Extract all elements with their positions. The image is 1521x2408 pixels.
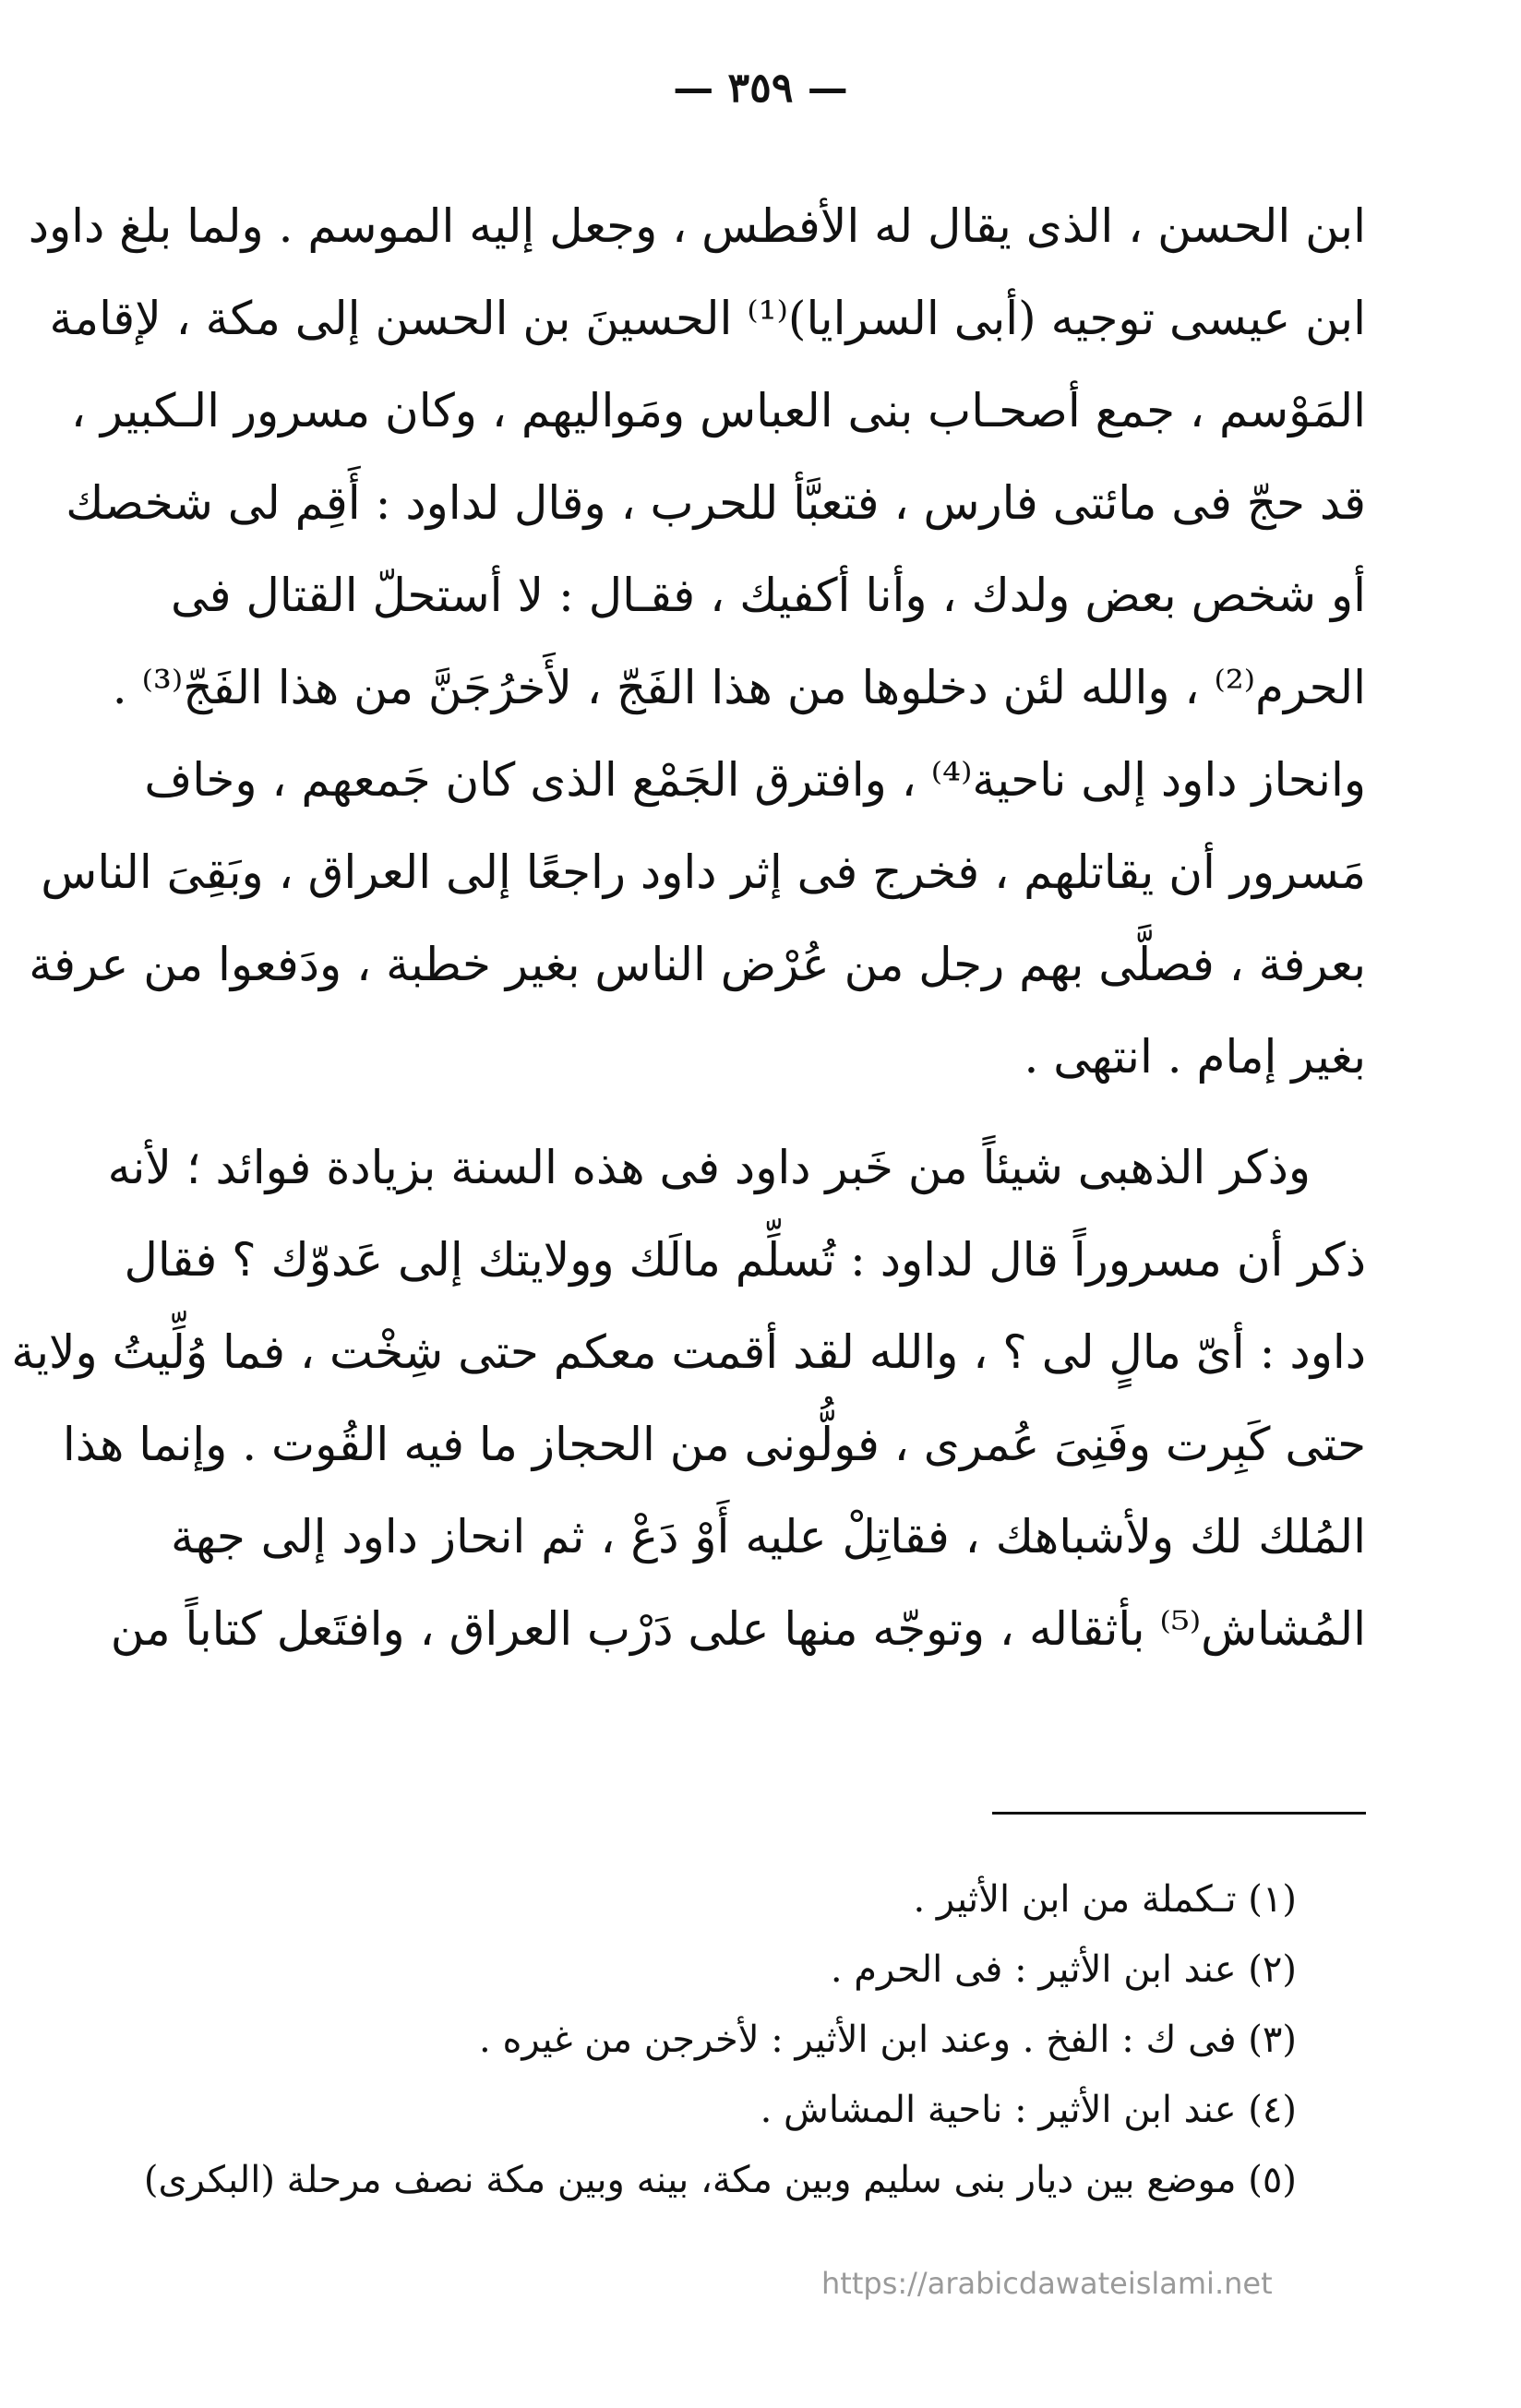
text-line: المَوْسم ، جمع أصحـاب بنى العباس ومَواليهم ، وكان مسرور الـكبير ، [70,384,1366,437]
text-line: الحرم⁽²⁾ ، والله لئن دخلوها من هذا الفَجّ ، لأَخرُجَنَّ من هذا الفَجّ⁽³⁾ . [112,661,1366,714]
text-line: بغير إمام . انتهى . [1024,1030,1366,1084]
footnote-3: (٣) فى ك : الفخ . وعند ابن الأثير : لأخرجن من غيره . [479,2019,1297,2061]
text-line: المُلك لك ولأشباهك ، فقاتِلْ عليه أَوْ دَعْ ، ثم انحاز داود إلى جهة [171,1510,1366,1563]
paragraph-1 [28,180,1366,1103]
text-line: وانحاز داود إلى ناحية⁽⁴⁾ ، وافترق الجَمْع الذى كان جَمعهم ، وخاف [144,753,1366,807]
page-number: — ٣٥٩ — [673,65,848,112]
text-line: مَسرور أن يقاتلهم ، فخرج فى إثر داود راجعًا إلى العراق ، وبَقِىَ الناس [41,845,1366,899]
text-line: ابن عيسى توجيه (أبى السرايا)⁽¹⁾ الحسينَ بن الحسن إلى مكة ، لإقامة [49,292,1366,345]
paragraph-2 [11,1121,1366,1675]
text-line: أو شخص بعض ولدك ، وأنا أكفيك ، فقـال : لا أستحلّ القتال فى [171,569,1366,622]
footnote-1: (١) تـكملة من ابن الأثير . [913,1878,1297,1921]
text-line: ذكر أن مسروراً قال لداود : تُسلِّم مالَك وولايتك إلى عَدوّك ؟ فقال [124,1233,1366,1287]
footnotes [143,1864,1297,2215]
watermark-url: https://arabicdawateislami.net [821,2266,1273,2301]
text-line: بعرفة ، فصلَّى بهم رجل من عُرْض الناس بغير خطبة ، ودَفعوا من عرفة [29,938,1366,991]
footnote-divider [992,1812,1366,1815]
main-text [11,180,1366,1675]
text-line: قد حجّ فى مائتى فارس ، فتعبَّأ للحرب ، وقال لداود : أَقِم لى شخصك [66,476,1366,530]
text-line: حتى كَبِرت وفَنِىَ عُمرى ، فولُّونى من الحجاز ما فيه القُوت . وإنما هذا [62,1418,1366,1471]
footnote-5: (٥) موضع بين ديار بنى سليم وبين مكة، بينه وبين مكة نصف مرحلة (البكرى) [143,2159,1297,2201]
text-line: ابن الحسن ، الذى يقال له الأفطس ، وجعل إليه الموسم . ولما بلغ داود [28,199,1366,253]
text-line: داود : أىّ مالٍ لى ؟ ، والله لقد أقمت معكم حتى شِخْت ، فما وُلِّيتُ ولاية [11,1325,1366,1379]
footnote-4: (٤) عند ابن الأثير : ناحية المشاش . [760,2089,1297,2131]
text-line: وذكر الذهبى شيئاً من خَبر داود فى هذه السنة بزيادة فوائد ؛ لأنه [107,1141,1311,1194]
text-line: المُشاش⁽⁵⁾ بأثقاله ، وتوجّه منها على دَرْب العراق ، وافتَعل كتاباً من [110,1602,1366,1656]
footnote-2: (٢) عند ابن الأثير : فى الحرم . [830,1948,1297,1991]
